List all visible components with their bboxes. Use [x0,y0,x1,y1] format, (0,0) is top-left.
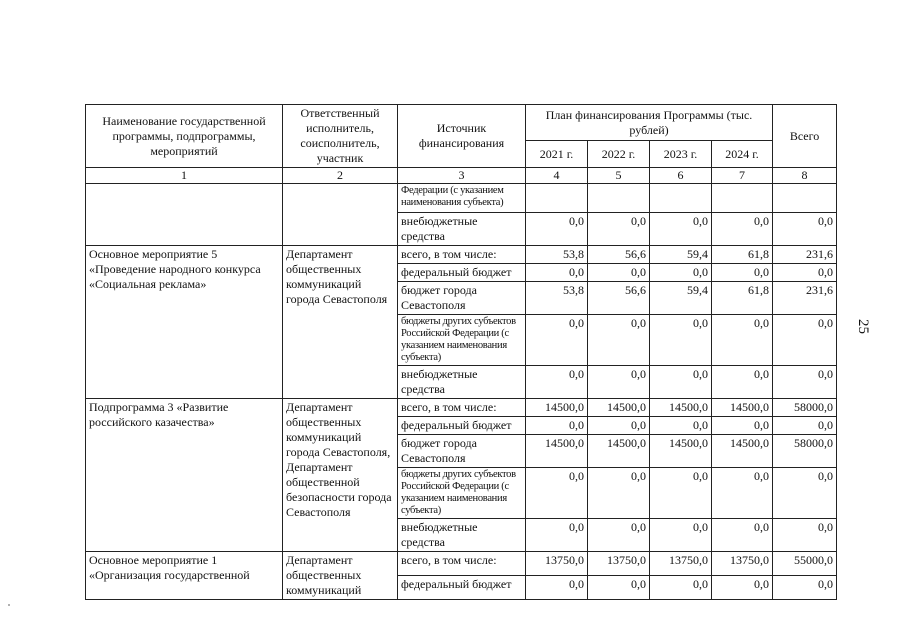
value-2022: 0,0 [588,315,650,366]
value-2024: 14500,0 [712,399,773,417]
value-2022: 13750,0 [588,552,650,576]
executor-cell: Департамент общественных коммуникаций города Севастополя [283,246,398,399]
funding-source-cell: бюджет города Севастополя [398,282,526,315]
header-program-name: Наименование государственной программы, подпрограммы, мероприятий [86,105,283,168]
value-2024: 13750,0 [712,552,773,576]
program-name-cell [86,184,283,246]
value-2023: 0,0 [650,366,712,399]
scan-speck [8,604,10,606]
value-total: 0,0 [773,519,837,552]
value-total: 0,0 [773,366,837,399]
executor-cell: Департамент общественных коммуникаций города Севастополя, Департамент общественной безопасности города Севастополя [283,399,398,552]
value-2024: 0,0 [712,519,773,552]
funding-source-cell: бюджет города Севастополя [398,435,526,468]
funding-source-cell: внебюджетные средства [398,519,526,552]
header-year: 2022 г. [588,141,650,168]
column-number: 2 [283,168,398,184]
executor-cell: Департамент общественных коммуникаций [283,552,398,600]
value-2022: 0,0 [588,213,650,246]
value-total: 0,0 [773,468,837,519]
header-year: 2021 г. [526,141,588,168]
value-2023: 0,0 [650,264,712,282]
header-year: 2024 г. [712,141,773,168]
value-2024: 0,0 [712,315,773,366]
value-2022: 0,0 [588,519,650,552]
header-executor: Ответственный исполнитель, соисполнитель, участник [283,105,398,168]
value-2021: 13750,0 [526,552,588,576]
funding-source-cell: всего, в том числе: [398,399,526,417]
value-2023: 0,0 [650,519,712,552]
value-2021: 0,0 [526,417,588,435]
value-2022: 56,6 [588,282,650,315]
value-total: 0,0 [773,417,837,435]
value-2021: 0,0 [526,576,588,600]
funding-source-cell: федеральный бюджет [398,417,526,435]
value-2024: 0,0 [712,576,773,600]
value-2021: 14500,0 [526,435,588,468]
value-2024: 0,0 [712,366,773,399]
header-year: 2023 г. [650,141,712,168]
header-funding-source: Источник финансирования [398,105,526,168]
funding-source-cell: внебюджетные средства [398,213,526,246]
value-2024: 0,0 [712,468,773,519]
value-2021: 53,8 [526,282,588,315]
value-2023: 14500,0 [650,435,712,468]
value-2022 [588,184,650,213]
value-2022: 56,6 [588,246,650,264]
column-number: 4 [526,168,588,184]
value-total: 55000,0 [773,552,837,576]
value-2023 [650,184,712,213]
value-total: 0,0 [773,213,837,246]
value-2022: 0,0 [588,468,650,519]
column-number: 3 [398,168,526,184]
funding-source-cell: бюджеты других субъектов Российской Федерации (с указанием наименования субъекта) [398,468,526,519]
column-number: 8 [773,168,837,184]
value-2023: 14500,0 [650,399,712,417]
value-2021: 0,0 [526,366,588,399]
value-2024: 0,0 [712,264,773,282]
value-total: 58000,0 [773,399,837,417]
value-total: 231,6 [773,246,837,264]
value-2023: 0,0 [650,468,712,519]
header-financing-plan: План финансирования Программы (тыс. рублей) [526,105,773,141]
value-total: 58000,0 [773,435,837,468]
value-2021: 0,0 [526,264,588,282]
value-2021: 53,8 [526,246,588,264]
column-number: 7 [712,168,773,184]
value-2024: 14500,0 [712,435,773,468]
value-2021: 0,0 [526,213,588,246]
value-total [773,184,837,213]
funding-source-cell: всего, в том числе: [398,552,526,576]
value-2022: 14500,0 [588,399,650,417]
value-2024: 61,8 [712,282,773,315]
value-2022: 0,0 [588,264,650,282]
value-2023: 0,0 [650,315,712,366]
value-2024: 61,8 [712,246,773,264]
value-2021 [526,184,588,213]
funding-source-cell: внебюджетные средства [398,366,526,399]
value-2024 [712,184,773,213]
value-2023: 13750,0 [650,552,712,576]
column-number: 6 [650,168,712,184]
value-2024: 0,0 [712,213,773,246]
program-name-cell: Подпрограмма 3 «Развитие российского казачества» [86,399,283,552]
program-name-cell: Основное мероприятие 1 «Организация государственной [86,552,283,600]
value-total: 231,6 [773,282,837,315]
value-2021: 14500,0 [526,399,588,417]
value-2022: 0,0 [588,417,650,435]
executor-cell [283,184,398,246]
value-2021: 0,0 [526,519,588,552]
value-2023: 59,4 [650,282,712,315]
value-total: 0,0 [773,576,837,600]
column-number: 1 [86,168,283,184]
funding-source-cell: федеральный бюджет [398,576,526,600]
funding-source-cell: всего, в том числе: [398,246,526,264]
header-total: Всего [773,105,837,168]
value-2022: 0,0 [588,366,650,399]
value-2023: 0,0 [650,576,712,600]
value-2021: 0,0 [526,468,588,519]
value-2022: 14500,0 [588,435,650,468]
value-2024: 0,0 [712,417,773,435]
value-total: 0,0 [773,264,837,282]
column-number: 5 [588,168,650,184]
funding-source-cell: бюджеты других субъектов Российской Федерации (с указанием наименования субъекта) [398,315,526,366]
page-number: 25 [855,319,871,334]
funding-source-cell: федеральный бюджет [398,264,526,282]
value-2022: 0,0 [588,576,650,600]
value-total: 0,0 [773,315,837,366]
program-name-cell: Основное мероприятие 5 «Проведение народного конкурса «Социальная реклама» [86,246,283,399]
value-2021: 0,0 [526,315,588,366]
value-2023: 0,0 [650,417,712,435]
value-2023: 59,4 [650,246,712,264]
value-2023: 0,0 [650,213,712,246]
financing-table [85,104,837,600]
funding-source-cell: Федерации (с указанием наименования субъекта) [398,184,526,213]
